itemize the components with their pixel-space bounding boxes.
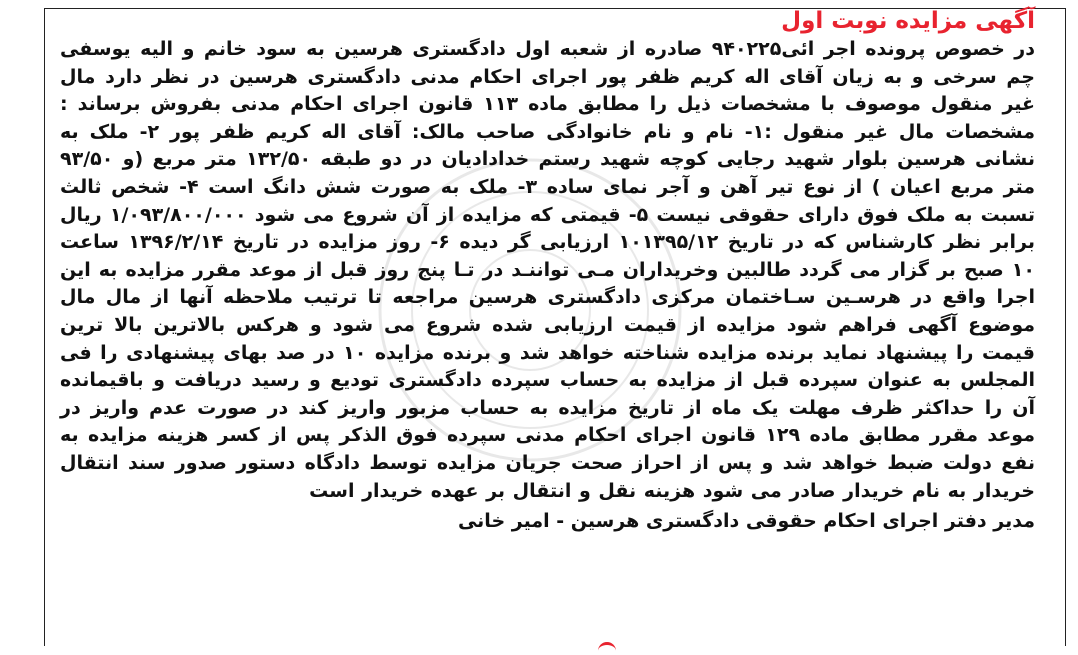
notice-body: در خصوص پرونده اجر ائی۹۴۰۲۲۵ صادره از شعبه اول دادگستری هرسین به سود خانم و الیه یوسفی چم سرخی و به زیان آقای اله کریم ظفر پور اجرای احکام مدنی دادگستری هرسین در نظر دارد مال غیر منقول موصوف با مشخصات ذیل را مطابق ماده ۱۱۳ قانون اجرای احکام مدنی بفروش برساند : مشخصات مال غیر منقول :۱- نام و نام خانوادگی صاحب مالک: آقای اله کریم ظفر پور ۲- ملک به نشانی هرسین بلوار شهید رجایی کوچه شهید رستم خدادادیان در دو طبقه ۱۳۲/۵۰ متر مربع (و ۹۳/۵۰ متر مربع اعیان ) از نوع تیر آهن و آجر نمای ساده ۳- ملک به صورت شش دانگ است ۴- شخص ثالث تسبت به ملک فوق دارای حقوقی نیست ۵- قیمتی که مزایده از آن شروع می شود ۱/۰۹۳/۸۰۰/۰۰۰ ریال برابر نظر کارشناس که در تاریخ ۱۰۱۳۹۵/۱۲ ارزیابی گر دیده ۶- روز مزایده در تاریخ ۱۳۹۶/۲/۱۴ ساعت ۱۰ صبح بر گزار می گردد طالبین وخریداران مـی تواننـد در تـا پنج روز قبل از موعد مقرر مزایده به این اجرا واقع در هرسـین سـاختمان مرکزی دادگستری هرسین مراجعه تا ترتیب ملاحظه آنها از مال مال موضوع آگهی فراهم شود مزایده از قیمت ارزیابی شده شروع می شود و هرکس بالاترین بالا ترین قیمت را پیشنهاد نماید برنده مزایده شناخته خواهد شد و برنده مزایده ۱۰ در صد بهای پیشنهادی را فی المجلس به عنوان سپرده قبل از مزایده به حساب سپرده دادگستری تودیع و رسید دریافت و باقیمانده آن را حداکثر ظرف مهلت یک ماه از تاریخ مزایده به حساب مزبور واریز کند در صورت عدم واریز در موعد مقرر مطابق ماده ۱۲۹ قانون اجرای احکام مدنی سپرده فوق الذکر پس از کسر هزینه مزایده به نفع دولت ضبط خواهد شد و پس از احراز صحت جریان مزایده توسط دادگاه دستور صدور سند انتقال خریدار به نام خریدار صادر می شود هزینه نقل و انتقال بر عهده خریدار است (60, 38, 1036, 502)
notice-signature: مدیر دفتر اجرای احکام حقوقی دادگستری هرسین - امیر خانی (457, 510, 1035, 533)
auction-notice (60, 8, 1035, 535)
next-notice-edge-mark (598, 642, 616, 655)
notice-title: آگهی مزایده نوبت اول (781, 8, 1035, 34)
